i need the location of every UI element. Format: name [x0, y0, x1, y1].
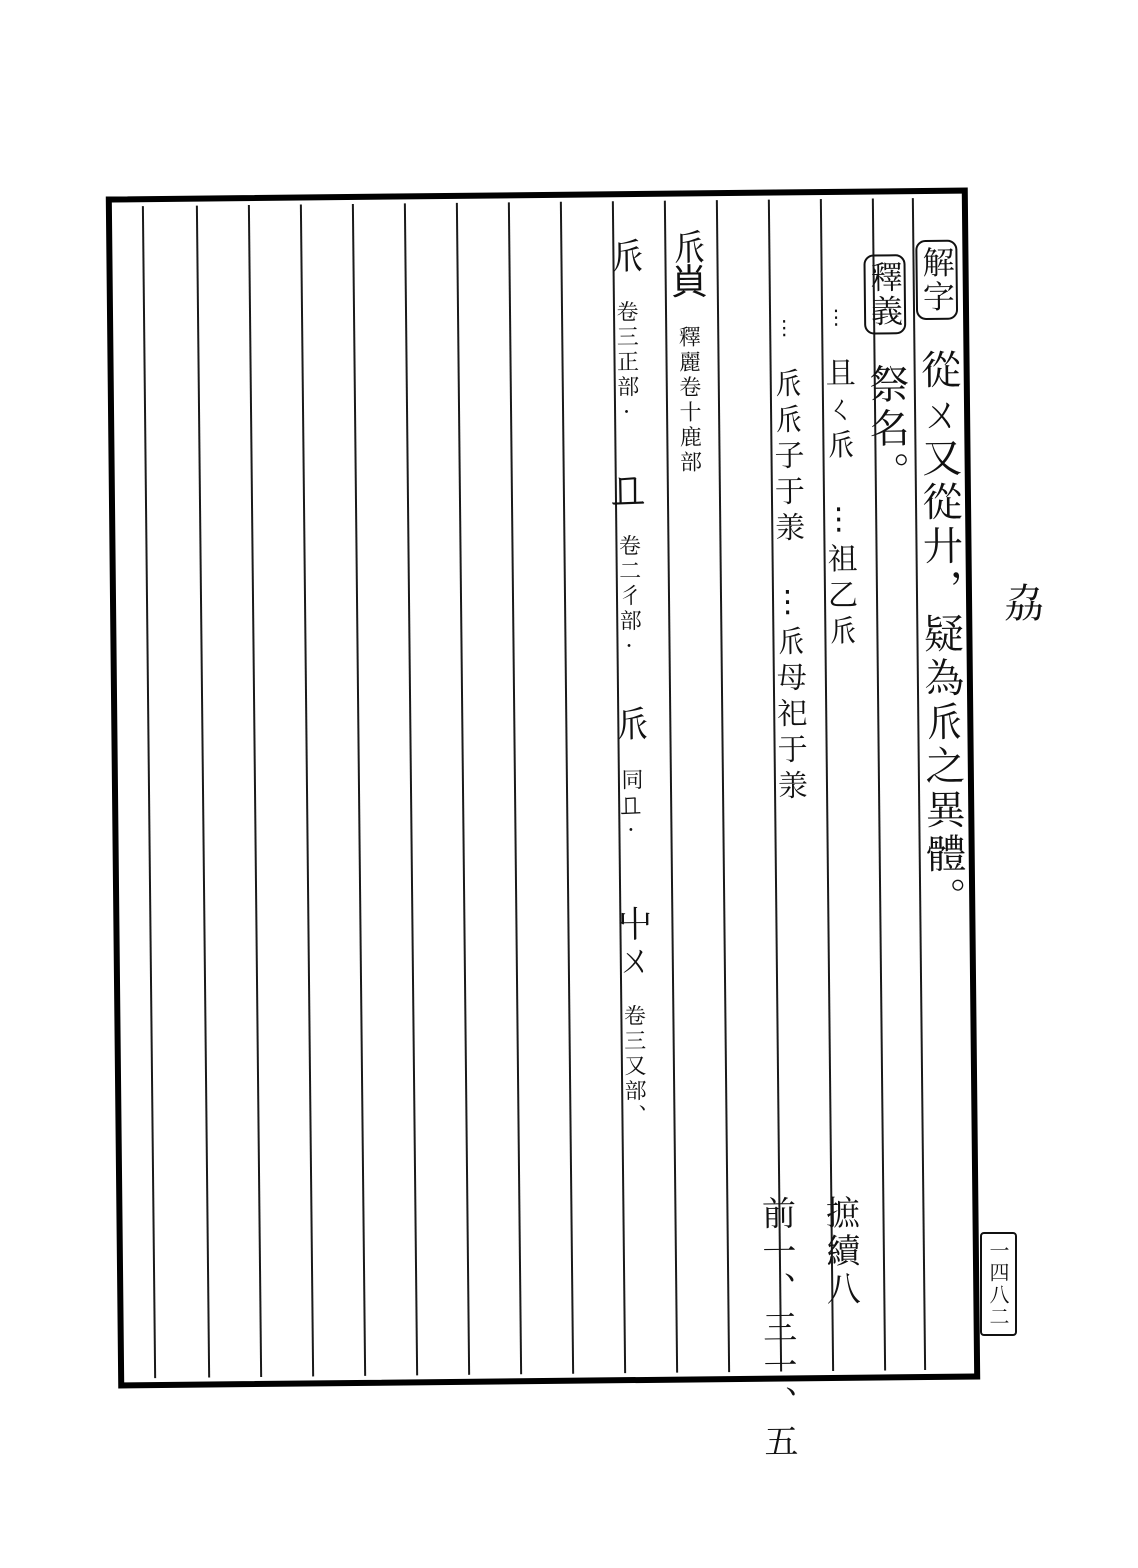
reference-2-text-2: 卷二彳部· [615, 533, 642, 663]
example-1-source-text: 摭續八 [819, 1194, 861, 1310]
example-1-source [819, 1194, 861, 1310]
column-rule [404, 203, 418, 1375]
shiyi-column [862, 254, 910, 496]
column-rule [508, 202, 522, 1374]
example-2-source [755, 1195, 799, 1462]
example-2-transcription: ⋮𠂢母祀于𣴎 [769, 584, 808, 806]
reference-1-text: 釋麗卷十鹿部 [675, 325, 702, 476]
example-2-marks: ⋮ [772, 315, 797, 341]
reference-2-glyph-3: 𠂢 [609, 704, 651, 742]
column-rule [560, 202, 574, 1374]
label-jiezi: 解字 [915, 240, 958, 320]
column-rule [196, 206, 210, 1378]
jiezi-text: 從ㄨ又從廾，疑為𠂢之異體。 [914, 348, 967, 922]
column-rule [248, 205, 262, 1377]
example-2-source-text: 前一、三一、五 [755, 1195, 799, 1462]
reference-2-glyph-1: 𠂢 [604, 236, 646, 274]
column-rule [352, 204, 366, 1376]
reference-2-glyph-4: 屮ㄨ [611, 904, 653, 978]
reference-2-text-4: 卷三又部、 [620, 1003, 647, 1130]
column-rule [142, 206, 156, 1378]
example-2-inscription: 𠂢𠂢子于𣴎 [767, 367, 805, 548]
example-1-column [819, 304, 858, 652]
column-rule [716, 200, 730, 1372]
reference-2-column [606, 237, 651, 1129]
example-1-marks: ⋮ [823, 304, 849, 331]
reference-2-glyph-2: 𠀃 [606, 470, 649, 508]
entry-header-character: 劦 [1004, 581, 1044, 627]
shiyi-text: 祭名。 [862, 363, 910, 496]
reference-2-text-1: 卷三正部· [612, 299, 640, 429]
example-2-column [767, 315, 808, 806]
ruled-frame [106, 188, 980, 1462]
example-1-transcription: ⋮祖乙𠂢 [821, 501, 858, 652]
jiezi-column [914, 240, 967, 922]
reference-2-text-3: 同𠀃· [617, 767, 644, 847]
reference-1-glyph: 𠂢𧴪 [666, 228, 708, 301]
page-number: 一四八二 [980, 1232, 1017, 1336]
column-rule [456, 203, 470, 1375]
column-rule [300, 204, 314, 1376]
label-shiyi: 釋義 [863, 254, 906, 334]
reference-1-column [668, 228, 707, 475]
example-1-inscription: 且ㄑ𠂢 [819, 356, 856, 466]
